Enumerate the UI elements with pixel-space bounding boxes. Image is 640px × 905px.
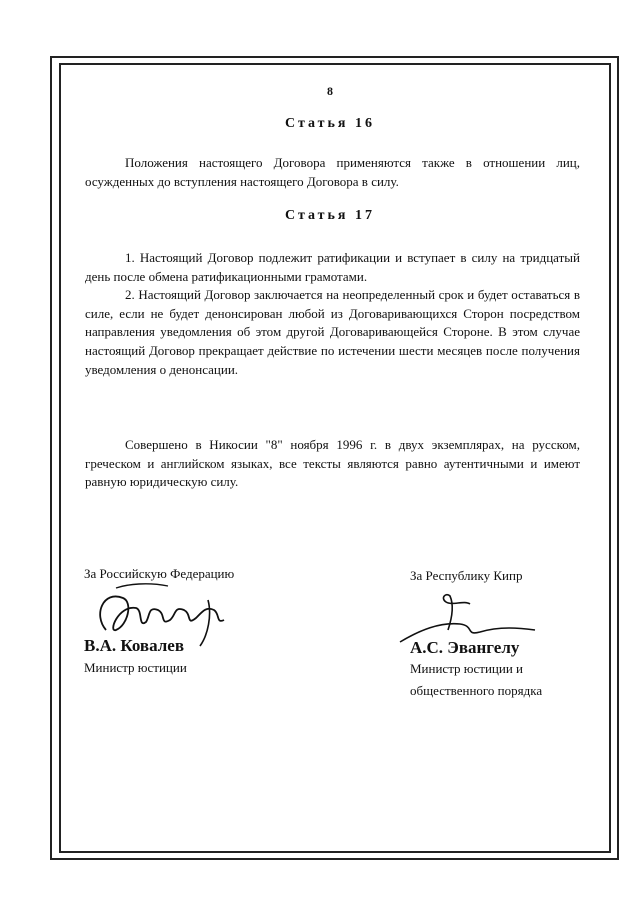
signature-left-name: В.А. Ковалев: [84, 636, 185, 655]
article-16-text: [85, 154, 580, 191]
article-16-heading: Статья 16: [285, 116, 375, 131]
signature-left-for: За Российскую Федерацию: [84, 566, 235, 581]
article-16-paragraph: Положения настоящего Договора применяются также в отношении лиц, осужденных до вступления настоящего Договора в силу.: [85, 155, 580, 189]
signature-right-title-line-1: Министр юстиции и: [410, 661, 523, 676]
signature-right-for: За Республику Кипр: [410, 568, 523, 583]
page-number: 8: [327, 84, 333, 98]
article-17-paragraph-2: 2. Настоящий Договор заключается на неопределенный срок и будет оставаться в силе, если не будет денонсирован любой из Договаривающихся Сторон посредством направления уведомления об этом другой Договаривающейся Стороне. В этом случае настоящий Договор прекращает действие по истечении шести месяцев после получения уведомления о денонсации.: [85, 287, 580, 377]
article-17-text: [85, 249, 580, 379]
closing-paragraph: Совершено в Никосии "8" ноября 1996 г. в двух экземплярах, на русском, греческом и английском языках, все тексты являются равно аутентичными и имеют равную юридическую силу.: [85, 437, 580, 490]
closing-text: [85, 436, 580, 492]
signature-left-title: Министр юстиции: [84, 660, 187, 675]
signature-right-title-line-2: общественного порядка: [410, 683, 543, 698]
article-17-heading: Статья 17: [285, 208, 375, 223]
signature-right-name: А.С. Эвангелу: [410, 638, 520, 657]
article-17-paragraph-1: 1. Настоящий Договор подлежит ратификации и вступает в силу на тридцатый день после обмена ратификационными грамотами.: [85, 250, 580, 284]
